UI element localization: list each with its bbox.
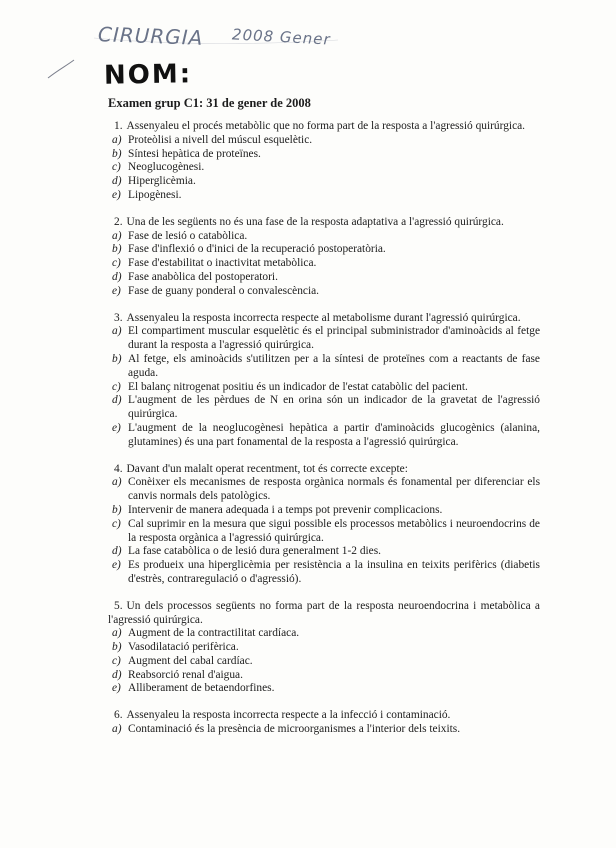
option-text: El balanç nitrogenat positiu és un indicador de l'estat catabòlic del pacient. (128, 380, 468, 393)
option-item (108, 655, 540, 669)
question-text: Davant d'un malalt operat recentment, tot és correcte excepte: (126, 462, 408, 475)
question-text: Assenyaleu la resposta incorrecta respecte al metabolisme durant l'agressió quirúrgica. (126, 311, 521, 324)
option-letter: b) (112, 641, 122, 654)
option-list (108, 723, 540, 737)
question-2 (108, 216, 540, 299)
option-text: Neoglucogènesi. (128, 161, 205, 174)
question-text: Una de les següents no és una fase de la resposta adaptativa a l'agressió quirúrgica. (126, 215, 504, 228)
option-item (108, 422, 540, 450)
question-stem (108, 216, 540, 230)
option-text: La fase catabòlica o de lesió dura generalment 1-2 dies. (128, 545, 382, 558)
option-item (108, 394, 540, 422)
option-item (108, 476, 540, 504)
option-letter: c) (112, 161, 121, 174)
option-item (108, 175, 540, 189)
option-text: Fase d'inflexió o d'inici de la recuperació postoperatòria. (128, 243, 386, 256)
option-letter: c) (112, 517, 121, 530)
option-item (108, 627, 540, 641)
option-text: Fase de guany ponderal o convalescència. (128, 284, 320, 297)
option-item (108, 271, 540, 285)
option-text: Alliberament de betaendorfines. (128, 682, 275, 695)
option-item (108, 381, 540, 395)
option-item (108, 559, 540, 587)
option-letter: c) (112, 654, 121, 667)
option-letter: e) (112, 188, 121, 201)
option-item (108, 723, 540, 737)
option-item (108, 353, 540, 381)
option-letter: c) (112, 380, 121, 393)
option-text: Conèixer els mecanismes de resposta orgànica normals és fonamental per diferenciar els canvis normals dels patològics. (128, 476, 540, 503)
option-letter: d) (112, 175, 122, 188)
option-letter: d) (112, 270, 122, 283)
question-stem (108, 312, 540, 326)
option-text: Cal suprimir en la mesura que sigui possible els processos metabòlics i neuroendocrins de la resposta orgànica a l'agressió quirúrgica. (128, 517, 540, 544)
question-stem (108, 709, 540, 723)
question-text: Un dels processos següents no forma part de la resposta neuroendocrina i metabòlica a l'agressió quirúrgica. (108, 599, 540, 626)
option-text: Contaminació és la presència de microorganismes a l'interior dels teixits. (128, 723, 461, 736)
question-number: 6. (114, 709, 123, 722)
option-text: Síntesi hepàtica de proteïnes. (128, 147, 261, 160)
option-letter: a) (112, 723, 122, 736)
exam-title: Examen grup C1: 31 de gener de 2008 (108, 96, 311, 110)
option-letter: a) (112, 229, 122, 242)
option-text: Fase anabòlica del postoperatori. (128, 270, 278, 283)
question-number: 4. (114, 462, 123, 475)
option-item (108, 134, 540, 148)
option-letter: b) (112, 243, 122, 256)
option-item (108, 682, 540, 696)
option-item (108, 148, 540, 162)
option-letter: c) (112, 257, 121, 270)
option-letter: a) (112, 476, 122, 489)
name-label: NOM: (103, 59, 193, 91)
option-item (108, 504, 540, 518)
option-text: L'augment de la neoglucogènesi hepàtica a partir d'aminoàcids glucogènics (alanina, glutamines) és una part fonamental de la resposta a l'agressió quirúrgica. (128, 421, 540, 448)
option-letter: d) (112, 394, 122, 407)
option-item (108, 545, 540, 559)
option-item (108, 189, 540, 203)
option-text: L'augment de les pèrdues de N en orina són un indicador de la gravetat de l'agressió quirúrgica. (128, 394, 540, 421)
handwritten-date: 2008 Gener (231, 25, 332, 49)
option-list (108, 230, 540, 299)
option-letter: d) (112, 545, 122, 558)
option-item (108, 243, 540, 257)
option-item (108, 230, 540, 244)
option-text: Proteòlisi a nivell del múscul esquelètic. (128, 133, 313, 146)
option-list (108, 134, 540, 203)
question-5 (108, 600, 540, 697)
option-letter: a) (112, 627, 122, 640)
option-text: Reabsorció renal d'aigua. (128, 668, 243, 681)
option-item (108, 669, 540, 683)
handwritten-subject: CIRURGIA (97, 22, 204, 50)
option-text: Augment de la contractilitat cardíaca. (128, 627, 300, 640)
question-number: 2. (114, 215, 123, 228)
option-letter: e) (112, 284, 121, 297)
question-stem (108, 120, 540, 134)
option-text: Al fetge, els aminoàcids s'utilitzen per a la síntesi de proteïnes com a reactants de fase aguda. (128, 352, 540, 379)
option-list (108, 325, 540, 449)
option-text: Fase d'estabilitat o inactivitat metabòlica. (128, 257, 317, 270)
option-text: Fase de lesió o catabòlica. (128, 229, 248, 242)
option-item (108, 518, 540, 546)
option-letter: d) (112, 668, 122, 681)
question-number: 3. (114, 311, 123, 324)
question-stem (108, 463, 540, 477)
option-item (108, 325, 540, 353)
option-letter: b) (112, 147, 122, 160)
question-3 (108, 312, 540, 450)
question-text: Assenyaleu el procés metabòlic que no forma part de la resposta a l'agressió quirúrgica. (126, 120, 526, 132)
question-4 (108, 463, 540, 587)
question-text: Assenyaleu la resposta incorrecta respecte a la infecció i contaminació. (126, 709, 451, 722)
option-text: Lipogènesi. (128, 188, 182, 201)
option-item (108, 161, 540, 175)
option-text: Es produeix una hiperglicèmia per resistència a la insulina en teixits perifèrics (diabetis d'estrès, contraregulació o d'agressió). (128, 559, 540, 585)
option-text: Augment del cabal cardíac. (128, 654, 253, 667)
question-1 (108, 120, 540, 203)
question-number: 5. (114, 599, 123, 612)
option-text: Vasodilatació perifèrica. (128, 641, 239, 654)
option-text: Intervenir de manera adequada i a temps pot prevenir complicacions. (128, 503, 443, 516)
option-letter: e) (112, 559, 121, 572)
question-stem (108, 600, 540, 628)
option-list (108, 627, 540, 696)
option-item (108, 257, 540, 271)
question-6 (108, 709, 540, 737)
option-letter: a) (112, 133, 122, 146)
option-item (108, 641, 540, 655)
option-text: El compartiment muscular esquelètic és el principal subministrador d'aminoàcids al fetge durant la resposta a l'agressió quirúrgica. (128, 325, 540, 352)
option-letter: b) (112, 503, 122, 516)
question-list (108, 120, 540, 750)
option-list (108, 476, 540, 586)
question-number: 1. (114, 120, 123, 132)
option-item (108, 285, 540, 299)
option-letter: b) (112, 352, 122, 365)
option-letter: a) (112, 325, 122, 338)
pen-stroke-line (48, 60, 74, 78)
option-letter: e) (112, 682, 121, 695)
option-text: Hiperglicèmia. (128, 175, 196, 188)
option-letter: e) (112, 421, 121, 434)
